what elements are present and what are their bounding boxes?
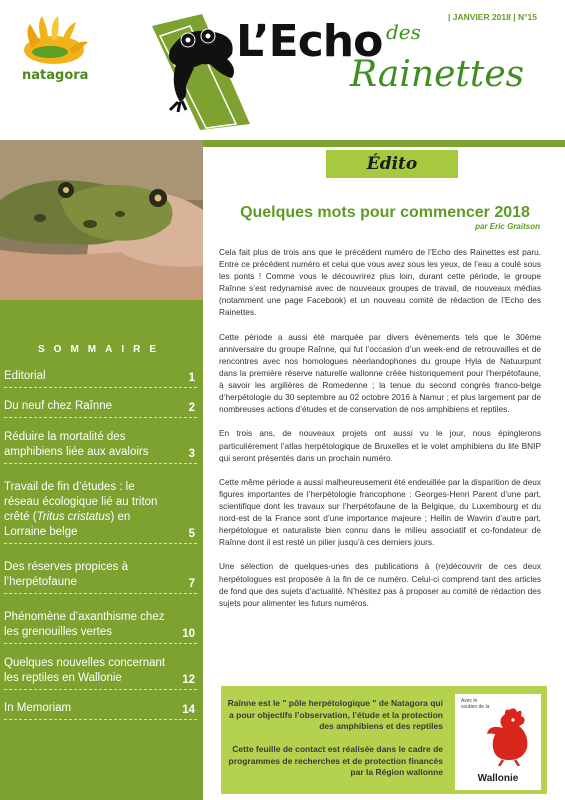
toc-page: 12 — [182, 674, 195, 686]
sponsor-note: Avec le soutien de la — [461, 698, 490, 710]
toc-item[interactable] — [4, 464, 197, 544]
header-divider — [203, 140, 565, 147]
paragraph: Cette période a aussi été marquée par divers évènements tels que le 30ème anniversaire du groupe Raînne, qui fut l’occasion d’un week-end de retrouvailles et de rencontres avec nos homologues néerlandophones du groupe Hyla de Natuurpunt dans la première réserve naturelle wallonne créée historiquement pour l’herpétofaune, à savoir les argilières de Romedenne ; la tenue du second congrès franco-belge d’herpétologie du 30 septembre au 02 octobre 2016 à Namur ; et plus largement par de nombreuses actions d’études et de conservation de nos amphibiens et reptiles. — [219, 331, 541, 415]
toc-item[interactable] — [4, 644, 197, 690]
rooster-icon — [483, 704, 535, 766]
toc-item[interactable] — [4, 364, 197, 388]
hand-leaf-icon — [14, 12, 94, 68]
toc-page: 2 — [188, 402, 195, 414]
wallonie-logo — [455, 694, 541, 790]
article-title: Quelques mots pour commencer 2018 — [240, 204, 530, 221]
masthead-subtitle: Rainettes — [350, 54, 525, 95]
toc-label: In Memoriam — [4, 702, 72, 714]
toc-page: 5 — [188, 528, 195, 540]
article-body — [219, 246, 541, 621]
natagora-wordmark: natagora — [22, 68, 89, 83]
paragraph: Cela fait plus de trois ans que le précédent numéro de l’Echo des Rainettes est paru. Entre ce précédent numéro et celui que vous avez sous les yeux, de l’eau a coulé sous les ponts ! Comme vous le découvrirez plus loin, durant cette période, le groupe Raînne s’est redynamisé avec de nouveaux groupes de travail, de nouveaux médias (notamment une page Facebook) et un nouveau comité de rédaction de l’Echo des Rainettes. — [219, 247, 541, 318]
toc-label: Editorial — [4, 370, 46, 382]
sommaire-sidebar — [0, 300, 203, 800]
masthead — [0, 0, 565, 140]
toc-page: 1 — [188, 372, 195, 384]
sommaire-title: SOMMAIRE — [38, 344, 165, 355]
toc-page: 10 — [182, 628, 195, 640]
paragraph: Une sélection de quelques-unes des publications à (re)découvrir de ces deux herpétologues est proposée à la fin de ce numéro. Celui-ci comprend tant des articles de fond que des sujets d’actualité. N’hésitez pas à proposer au comité de rédaction des sujets pour alimenter les futurs numéros. — [219, 561, 541, 608]
toc-label: Phénomène d’axanthisme chez les grenouilles vertes — [4, 611, 165, 638]
masthead-title: L’Echo — [236, 16, 383, 67]
footer-funding: Cette feuille de contact est réalisée dans le cadre de programmes de recherches et de protection financés par la Région wallonne — [228, 744, 443, 777]
toc-label: Quelques nouvelles concernant les reptiles en Wallonie — [4, 657, 166, 684]
toc-item[interactable] — [4, 418, 197, 464]
toc-label: Réduire la mortalité des amphibiens liée aux avaloirs — [4, 431, 149, 458]
toc-item[interactable] — [4, 594, 197, 644]
article-byline: par Eric Graitson — [475, 222, 540, 231]
footer-box — [221, 686, 547, 794]
sponsor-name: Wallonie — [477, 773, 519, 784]
toc-label: Du neuf chez Raînne — [4, 400, 113, 412]
masthead-title-des: des — [386, 20, 421, 44]
edito-tab: Édito — [326, 150, 458, 178]
toc-item[interactable] — [4, 690, 197, 720]
paragraph: Cette même période a aussi malheureusement été endeuillée par la disparition de deux figures importantes de l’herpétologie francophone : Georges-Henri Parent d’une part, scientifique dont les travaux sur l’herpétofaune de la Belgique, du Luxembourg et du nord-est de la France sont d’une importance majeure ; Hellin de Wavrin d’autre part, herpétologue et naturaliste bien connu dans le milieu associatif et co-fondateur de Raînne dont il est resté un pilier jusqu’à ces derniers jours. — [219, 476, 541, 548]
frog-photo — [0, 140, 203, 300]
toc-item[interactable] — [4, 544, 197, 594]
toc-item[interactable] — [4, 388, 197, 418]
toc-label: Des réserves propices à l’herpétofaune — [4, 561, 128, 588]
toc-label: Travail de fin d’études : le réseau écologique lié au triton crêté (Tritus cristatus) en Lorraine belge — [4, 481, 158, 538]
paragraph: En trois ans, de nouveaux projets ont aussi vu le jour, nous épinglerons particulièrement l’atlas herpétologique de Bruxelles et le volet amphibiens du life BNIP qui seront présentés dans un prochain numéro. — [219, 428, 541, 463]
toc-page: 14 — [182, 704, 195, 716]
footer-mission: Raînne est le " pôle herpétologique " de Natagora qui a pour objectifs l’observation, l’étude et la protection des amphibiens et des reptiles — [227, 698, 443, 731]
toc-page: 3 — [188, 448, 195, 460]
issue-info: | JANVIER 2018 | N°15 — [448, 12, 537, 22]
toc-page: 7 — [188, 578, 195, 590]
